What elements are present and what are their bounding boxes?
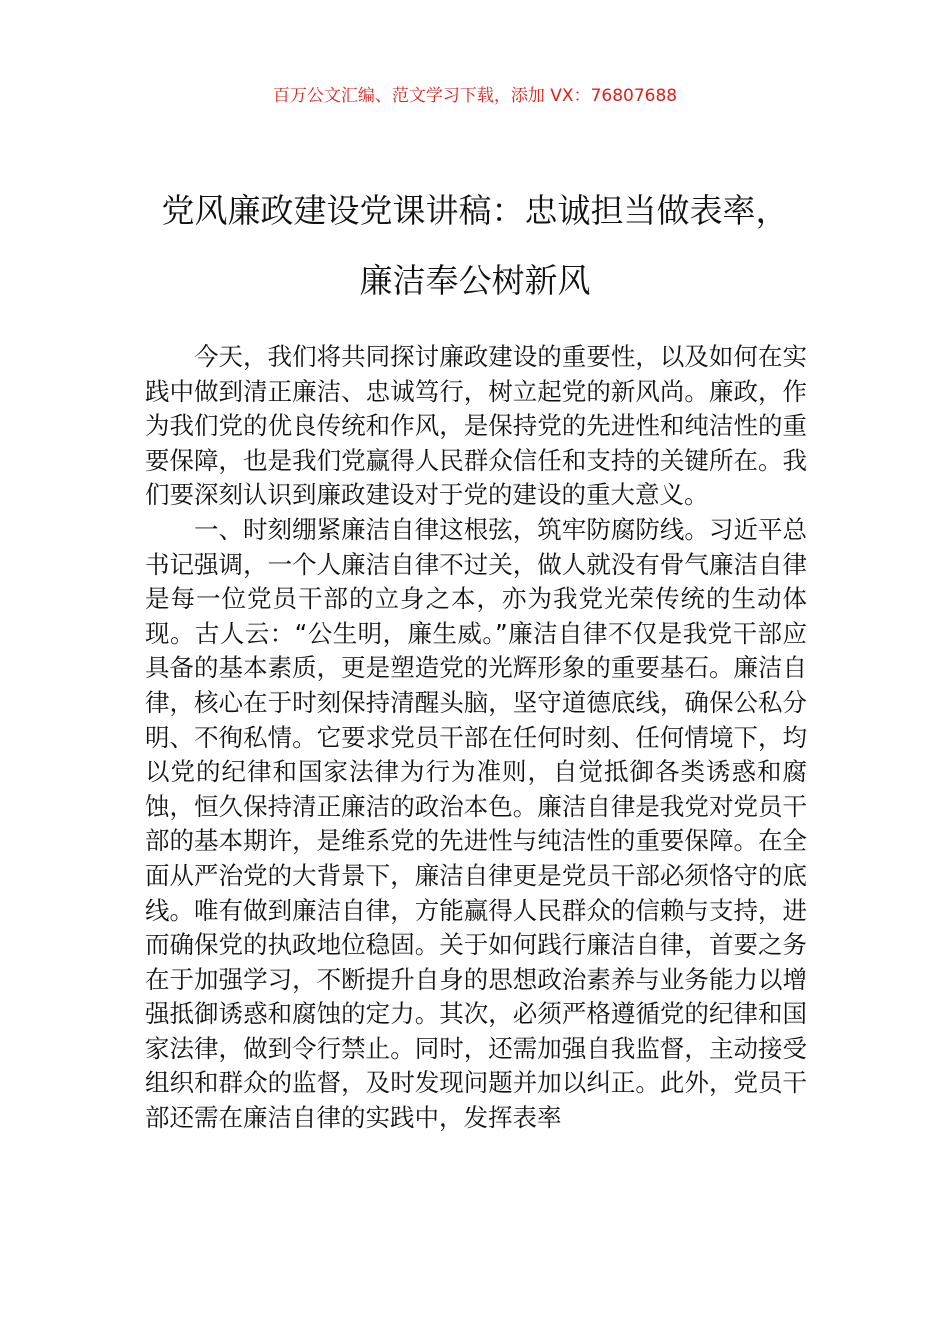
paragraph-intro: 今天，我们将共同探讨廉政建设的重要性，以及如何在实践中做到清正廉洁、忠诚笃行，树立起党的新风尚。廉政，作为我们党的优良传统和作风，是保持党的先进性和纯洁性的重要保障，也是我们党赢得人民群众信任和支持的关键所在。我们要深刻认识到廉政建设对于党的建设的重大意义。 (145, 342, 807, 510)
document-title (120, 176, 830, 316)
title-line-2: 廉洁奉公树新风 (359, 261, 591, 300)
title-line-1: 党风廉政建设党课讲稿：忠诚担当做表率， (161, 191, 789, 230)
header-note: 百万公文汇编、范文学习下载，添加 VX：76807688 (272, 86, 678, 106)
document-body (145, 340, 807, 1136)
paragraph-section-one: 一、时刻绷紧廉洁自律这根弦，筑牢防腐防线。习近平总书记强调，一个人廉洁自律不过关，做人就没有骨气廉洁自律是每一位党员干部的立身之本，亦为我党光荣传统的生动体现。古人云：“公生明，廉生威。”廉洁自律不仅是我党干部应具备的基本素质，更是塑造党的光辉形象的重要基石。廉洁自律，核心在于时刻保持清醒头脑，坚守道德底线，确保公私分明、不徇私情。它要求党员干部在任何时刻、任何情境下，均以党的纪律和国家法律为行为准则，自觉抵御各类诱惑和腐蚀，恒久保持清正廉洁的政治本色。廉洁自律是我党对党员干部的基本期许，是维系党的先进性与纯洁性的重要保障。在全面从严治党的大背景下，廉洁自律更是党员干部必须恪守的底线。唯有做到廉洁自律，方能赢得人民群众的信赖与支持，进而确保党的执政地位稳固。关于如何践行廉洁自律，首要之务在于加强学习，不断提升自身的思想政治素养与业务能力以增强抵御诱惑和腐蚀的定力。其次，必须严格遵循党的纪律和国家法律，做到令行禁止。同时，还需加强自我监督，主动接受组织和群众的监督，及时发现问题并加以纠正。此外，党员干部还需在廉洁自律的实践中，发挥表率 (145, 514, 807, 1133)
